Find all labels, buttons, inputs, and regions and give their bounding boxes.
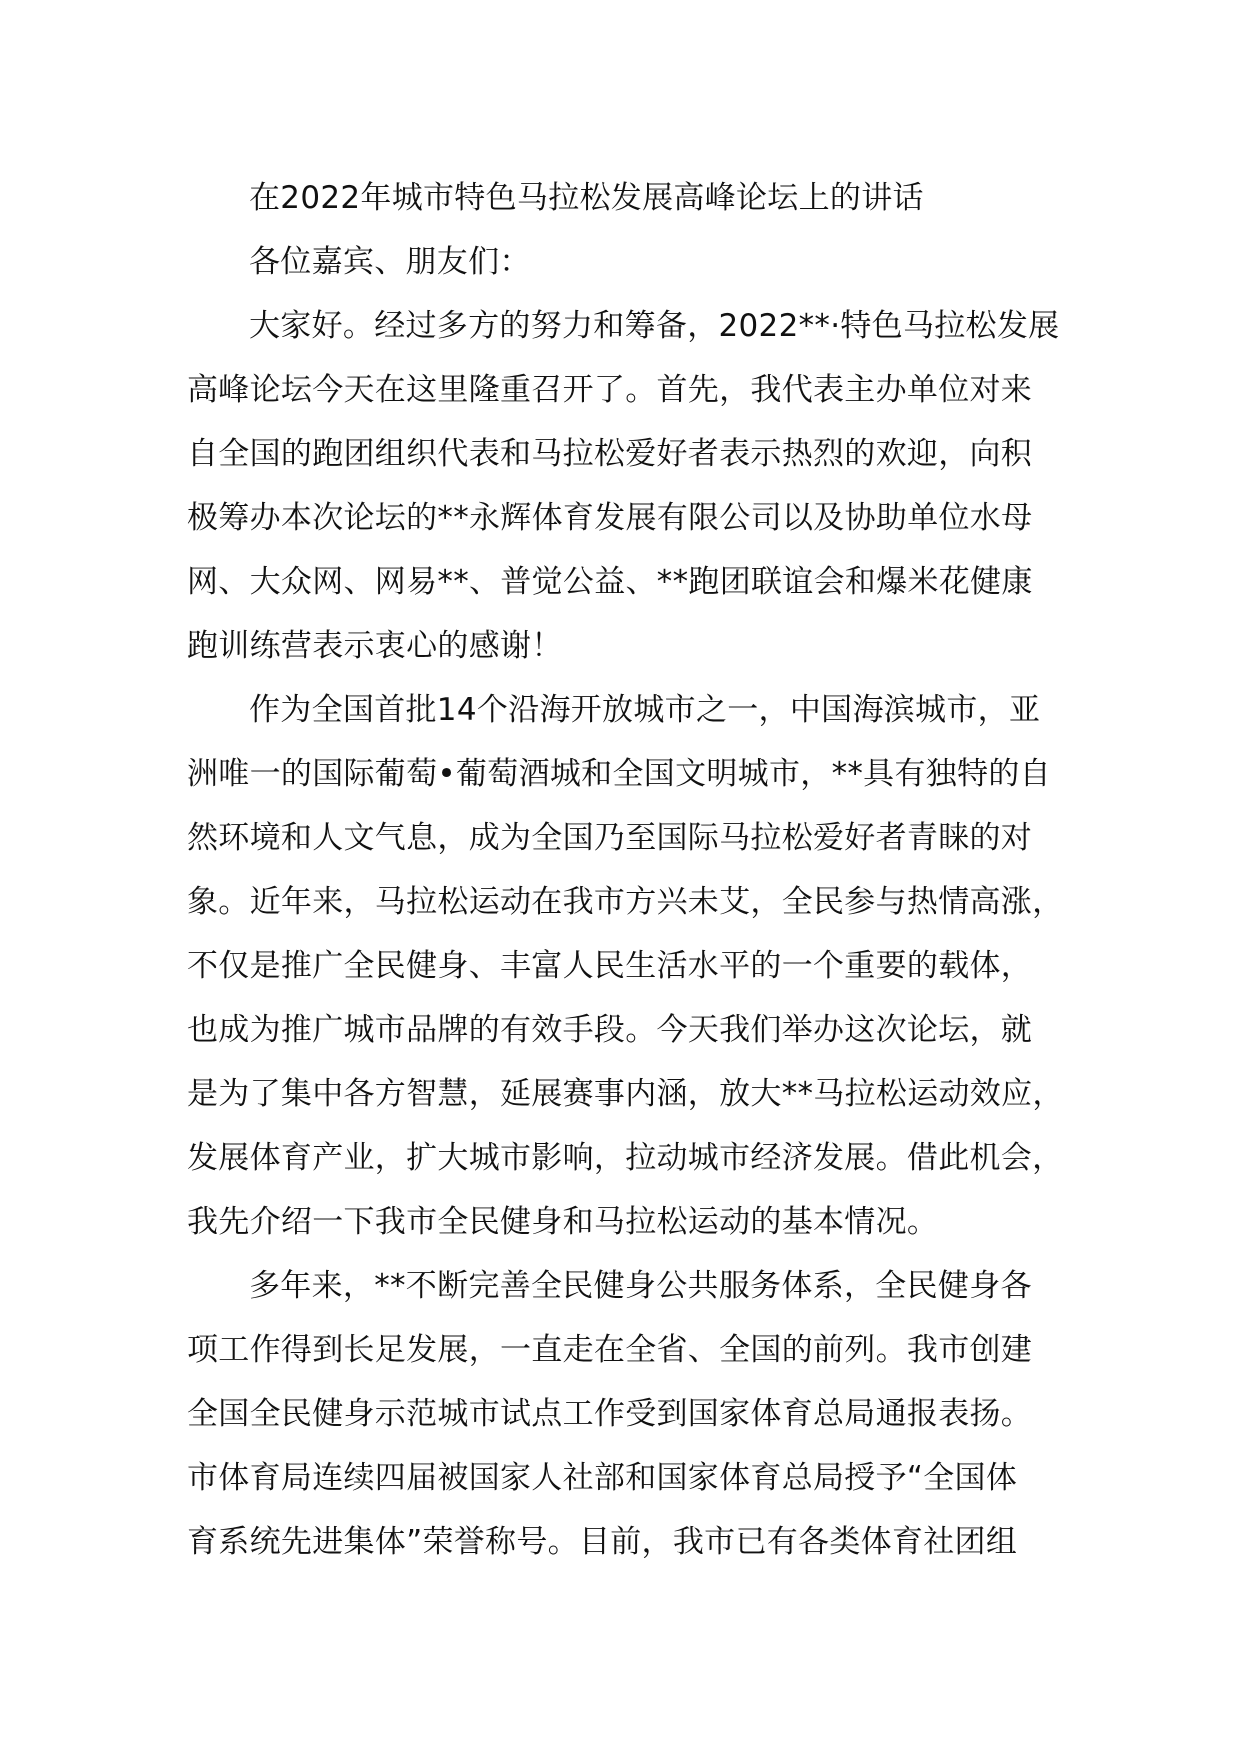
paragraph-line: 项工作得到长足发展，一直走在全省、全国的前列。我市创建 <box>187 1332 1033 1368</box>
paragraph-line: 我先介绍一下我市全民健身和马拉松运动的基本情况。 <box>187 1204 939 1240</box>
paragraph-line: 市体育局连续四届被国家人社部和国家体育总局授予“全国体 <box>187 1460 1018 1496</box>
paragraph-line: 也成为推广城市品牌的有效手段。今天我们举办这次论坛，就 <box>187 1012 1033 1048</box>
paragraph-line: 极筹办本次论坛的**永辉体育发展有限公司以及协助单位水母 <box>187 500 1033 536</box>
paragraph-line: 育系统先进集体”荣誉称号。目前，我市已有各类体育社团组 <box>187 1524 1018 1560</box>
paragraph-line: 自全国的跑团组织代表和马拉松爱好者表示热烈的欢迎，向积 <box>187 436 1033 472</box>
paragraph-line: 全国全民健身示范城市试点工作受到国家体育总局通报表扬。 <box>187 1396 1033 1432</box>
paragraph-line: 然环境和人文气息，成为全国乃至国际马拉松爱好者青睐的对 <box>187 820 1033 856</box>
paragraph-line: 高峰论坛今天在这里隆重召开了。首先，我代表主办单位对来 <box>187 372 1033 408</box>
paragraph-3 <box>187 1254 1057 1574</box>
paragraph-line: 洲唯一的国际葡萄•葡萄酒城和全国文明城市，**具有独特的自 <box>187 756 1051 792</box>
paragraph-line: 象。近年来，马拉松运动在我市方兴未艾，全民参与热情高涨， <box>187 884 1064 920</box>
paragraph-line: 网、大众网、网易**、普觉公益、**跑团联谊会和爆米花健康 <box>187 564 1033 600</box>
paragraph-line: 发展体育产业，扩大城市影响，拉动城市经济发展。借此机会， <box>187 1140 1064 1176</box>
paragraph-2 <box>187 678 1064 1254</box>
paragraph-line: 多年来，**不断完善全民健身公共服务体系，全民健身各 <box>249 1268 1032 1304</box>
paragraph-line: 是为了集中各方智慧，延展赛事内涵，放大**马拉松运动效应， <box>187 1076 1064 1112</box>
paragraph-line: 作为全国首批14个沿海开放城市之一，中国海滨城市，亚 <box>249 692 1041 728</box>
paragraph-line: 跑训练营表示衷心的感谢！ <box>187 628 563 664</box>
document-body <box>187 166 1064 1574</box>
paragraph-line: 不仅是推广全民健身、丰富人民生活水平的一个重要的载体， <box>187 948 1033 984</box>
paragraph-1 <box>187 294 1060 678</box>
document-title: 在2022年城市特色马拉松发展高峰论坛上的讲话 <box>249 180 924 216</box>
paragraph-line: 大家好。经过多方的努力和筹备，2022**·特色马拉松发展 <box>249 308 1060 344</box>
salutation: 各位嘉宾、朋友们： <box>249 244 531 280</box>
